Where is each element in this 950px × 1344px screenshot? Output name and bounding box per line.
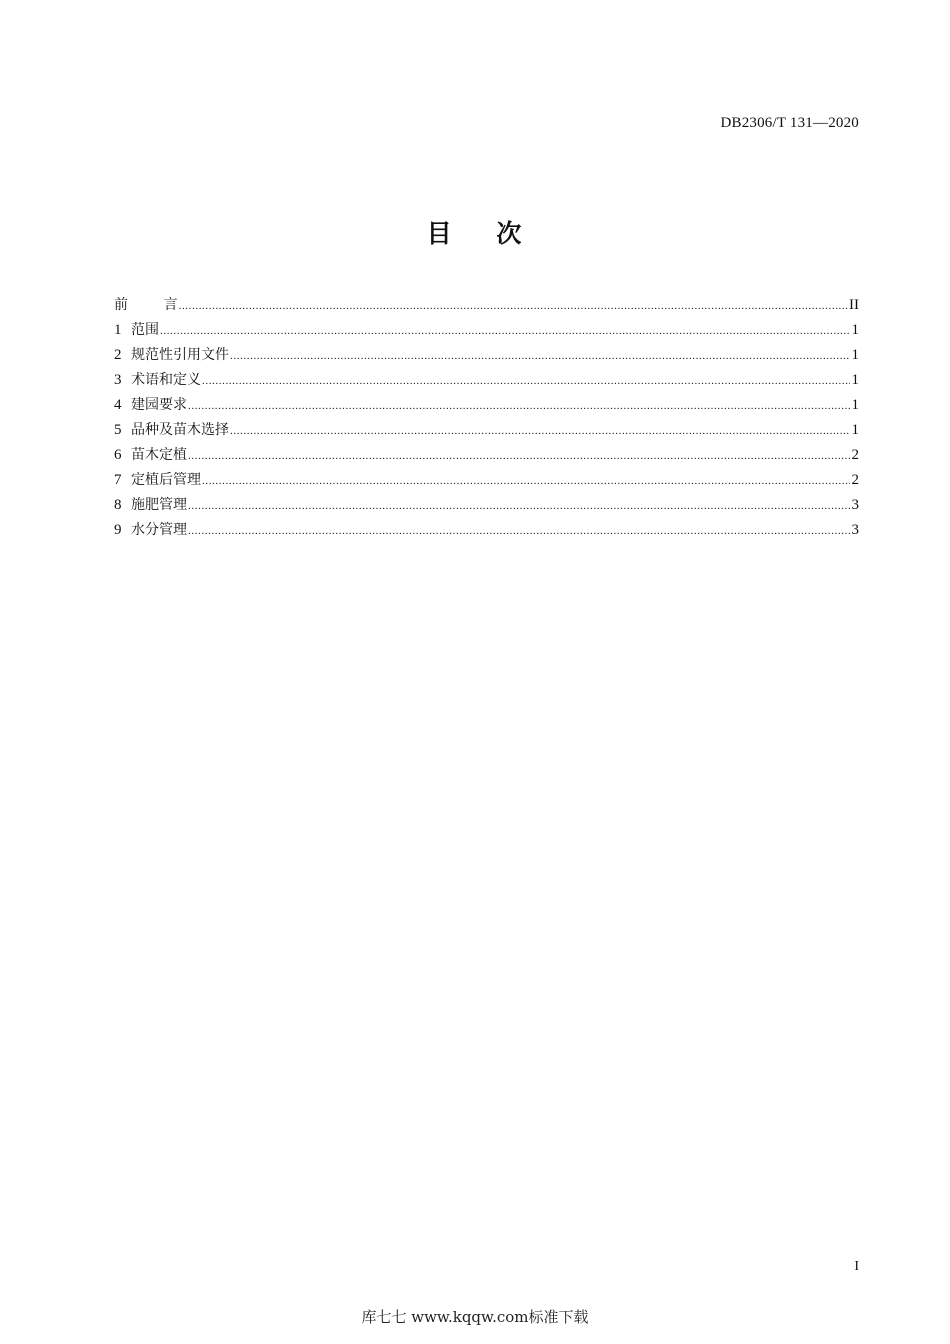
toc-entry-number: 4 [114,397,122,413]
toc-entry-label: 术语和定义 [131,372,201,388]
toc-entry-post-planting-management[interactable] [114,469,859,494]
toc-entry-number: 9 [114,522,122,538]
toc-entry-label: 苗木定植 [131,447,187,463]
toc-entry-number: 2 [114,347,122,363]
toc-title: 目 次 [426,219,524,248]
toc-entry-label: 范围 [131,322,159,338]
toc-entry-orchard-requirements[interactable] [114,394,859,419]
toc-entry-number: 7 [114,472,122,488]
toc-entry-seedling-planting[interactable] [114,444,859,469]
toc-entry-number: 3 [114,372,122,388]
toc-entry-label: 品种及苗木选择 [131,422,229,438]
toc-entry-label: 施肥管理 [131,497,187,513]
toc-entry-normative-references[interactable] [114,344,859,369]
toc-leader-dots [179,300,848,312]
toc-leader-dots [230,350,850,362]
toc-entry-page: 1 [851,347,859,363]
document-code: DB2306/T 131—2020 [720,115,859,131]
toc-entry-fertilization-management[interactable] [114,494,859,519]
toc-leader-dots [202,475,850,487]
toc-entry-foreword[interactable] [114,294,859,319]
toc-leader-dots [188,450,850,462]
toc-entry-scope[interactable] [114,319,859,344]
toc-leader-dots [230,425,850,437]
toc-entry-number: 1 [114,322,122,338]
toc-entry-label: 水分管理 [131,522,187,538]
toc-entry-page: 3 [851,522,859,538]
toc-entry-page: 2 [851,472,859,488]
footer-watermark: 库七七 www.kqqw.com标准下载 [361,1308,589,1326]
toc-leader-dots [188,400,850,412]
toc-entry-page: 1 [851,397,859,413]
toc-entry-page: 1 [851,422,859,438]
toc-entry-number: 6 [114,447,122,463]
toc-entry-page: 3 [851,497,859,513]
toc-entry-number: 8 [114,497,122,513]
toc-entry-page: 2 [851,447,859,463]
page-number: I [854,1259,859,1274]
toc-entry-label: 定植后管理 [131,472,201,488]
toc-leader-dots [202,375,850,387]
toc-leader-dots [160,325,850,337]
toc-entry-terms-definitions[interactable] [114,369,859,394]
toc-entry-page: 1 [851,322,859,338]
toc-entry-variety-selection[interactable] [114,419,859,444]
toc-leader-dots [188,500,850,512]
table-of-contents [114,294,859,544]
toc-entry-page: II [849,297,859,313]
toc-entry-label: 建园要求 [131,397,187,413]
toc-entry-number: 5 [114,422,122,438]
toc-entry-page: 1 [851,372,859,388]
toc-entry-label: 前 言 [114,297,178,313]
toc-entry-label: 规范性引用文件 [131,347,229,363]
toc-entry-water-management[interactable] [114,519,859,544]
toc-leader-dots [188,525,850,537]
